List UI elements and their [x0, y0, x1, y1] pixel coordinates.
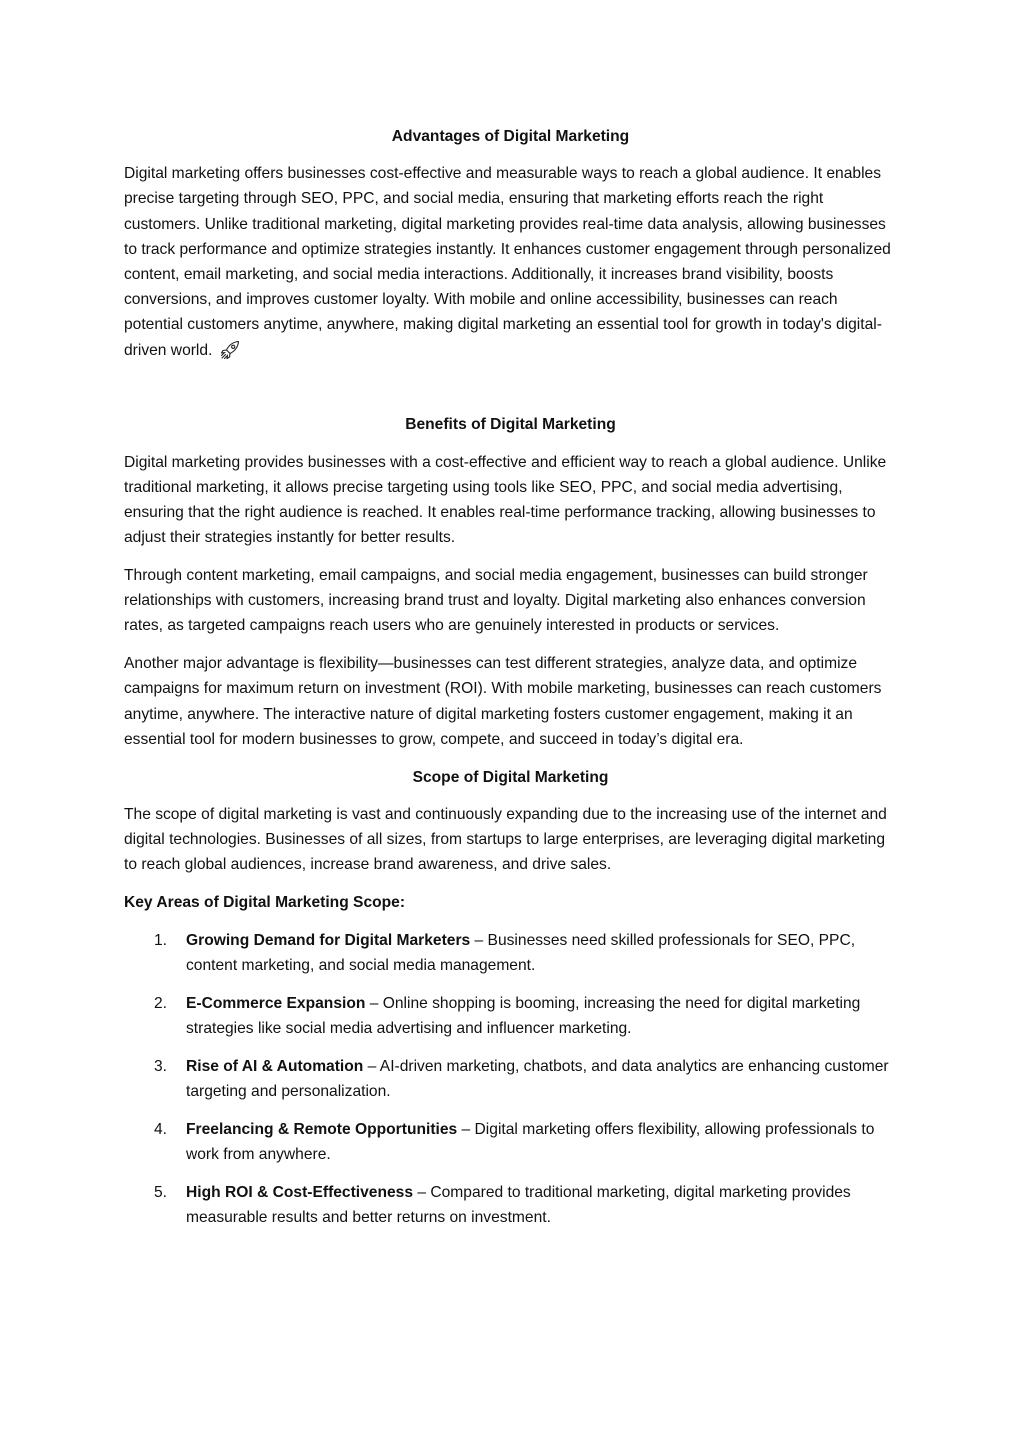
- scope-heading: Scope of Digital Marketing: [412, 768, 609, 786]
- section-spacer: [124, 375, 897, 412]
- list-item-title: E-Commerce Expansion: [186, 994, 366, 1012]
- list-item-text: – Online shopping is booming, increasing the need for digital marketing strategies like social media advertising and influencer marketing.: [186, 994, 861, 1038]
- list-item-number: 4.: [154, 1120, 168, 1138]
- list-item-title: Freelancing & Remote Opportunities: [186, 1120, 458, 1138]
- list-item-number: 3.: [154, 1057, 168, 1075]
- scope-paragraph: The scope of digital marketing is vast and continuously expanding due to the increasing use of the internet and digital technologies. Businesses of all sizes, from startups to large enterprises, are leveraging digital marketing to reach global audiences, increase brand awareness, and drive sales.: [124, 805, 887, 874]
- list-item: [124, 1054, 897, 1104]
- list-item: [124, 1117, 897, 1167]
- list-item: [124, 991, 897, 1041]
- rocket-icon: [220, 340, 240, 360]
- list-item-text: – AI-driven marketing, chatbots, and data analytics are enhancing customer targeting and personalization.: [186, 1057, 889, 1101]
- list-item-title: Rise of AI & Automation: [186, 1057, 364, 1075]
- document-page: [124, 124, 897, 1243]
- list-item-number: 2.: [154, 994, 168, 1012]
- list-item-text: – Businesses need skilled professionals for SEO, PPC, content marketing, and social media management.: [186, 931, 856, 975]
- list-item-title: Growing Demand for Digital Marketers: [186, 931, 471, 949]
- list-item: [124, 1180, 897, 1230]
- list-item-number: 1.: [154, 931, 168, 949]
- benefits-paragraph-2: Through content marketing, email campaigns, and social media engagement, businesses can build stronger relationships with customers, increasing brand trust and loyalty. Digital marketing also enhances conversion rates, as targeted campaigns reach users who are genuinely interested in products or services.: [124, 567, 868, 635]
- list-item-text: – Compared to traditional marketing, digital marketing provides measurable results and better returns on investment.: [186, 1183, 851, 1227]
- advantages-heading: Advantages of Digital Marketing: [391, 128, 630, 145]
- benefits-paragraph-3: Another major advantage is flexibility—businesses can test different strategies, analyze data, and optimize campaigns for maximum return on investment (ROI). With mobile marketing, businesses can reach customers anytime, anywhere. The interactive nature of digital marketing fosters customer engagement, making it an essential tool for modern businesses to grow, compete, and succeed in today’s digital era.: [124, 655, 882, 748]
- benefits-heading: Benefits of Digital Marketing: [405, 416, 616, 434]
- list-item-text: – Digital marketing offers flexibility, allowing professionals to work from anywhere.: [186, 1120, 875, 1164]
- advantages-paragraph: Digital marketing offers businesses cost-effective and measurable ways to reach a global audience. It enables precise targeting through SEO, PPC, and social media, ensuring that marketing efforts reach the right customers. Unlike traditional marketing, digital marketing provides real-time data analysis, allowing businesses to track performance and optimize strategies instantly. It enhances customer engagement through personalized content, email marketing, and social media interactions. Additionally, it increases brand visibility, boosts conversions, and improves customer loyalty. With mobile and online accessibility, businesses can reach potential customers anytime, anywhere, making digital marketing an essential tool for growth in today's digital-driven world.: [124, 165, 891, 359]
- scope-list: [124, 928, 897, 1230]
- benefits-paragraph-1: Digital marketing provides businesses with a cost-effective and efficient way to reach a global audience. Unlike traditional marketing, it allows precise targeting using tools like SEO, PPC, and social media advertising, ensuring that the right audience is reached. It enables real-time performance tracking, allowing businesses to adjust their strategies instantly for better results.: [124, 453, 887, 547]
- scope-subheading: Key Areas of Digital Marketing Scope:: [124, 894, 406, 912]
- list-item-number: 5.: [154, 1183, 168, 1201]
- list-item-title: High ROI & Cost-Effectiveness: [186, 1183, 414, 1201]
- list-item: [124, 928, 897, 978]
